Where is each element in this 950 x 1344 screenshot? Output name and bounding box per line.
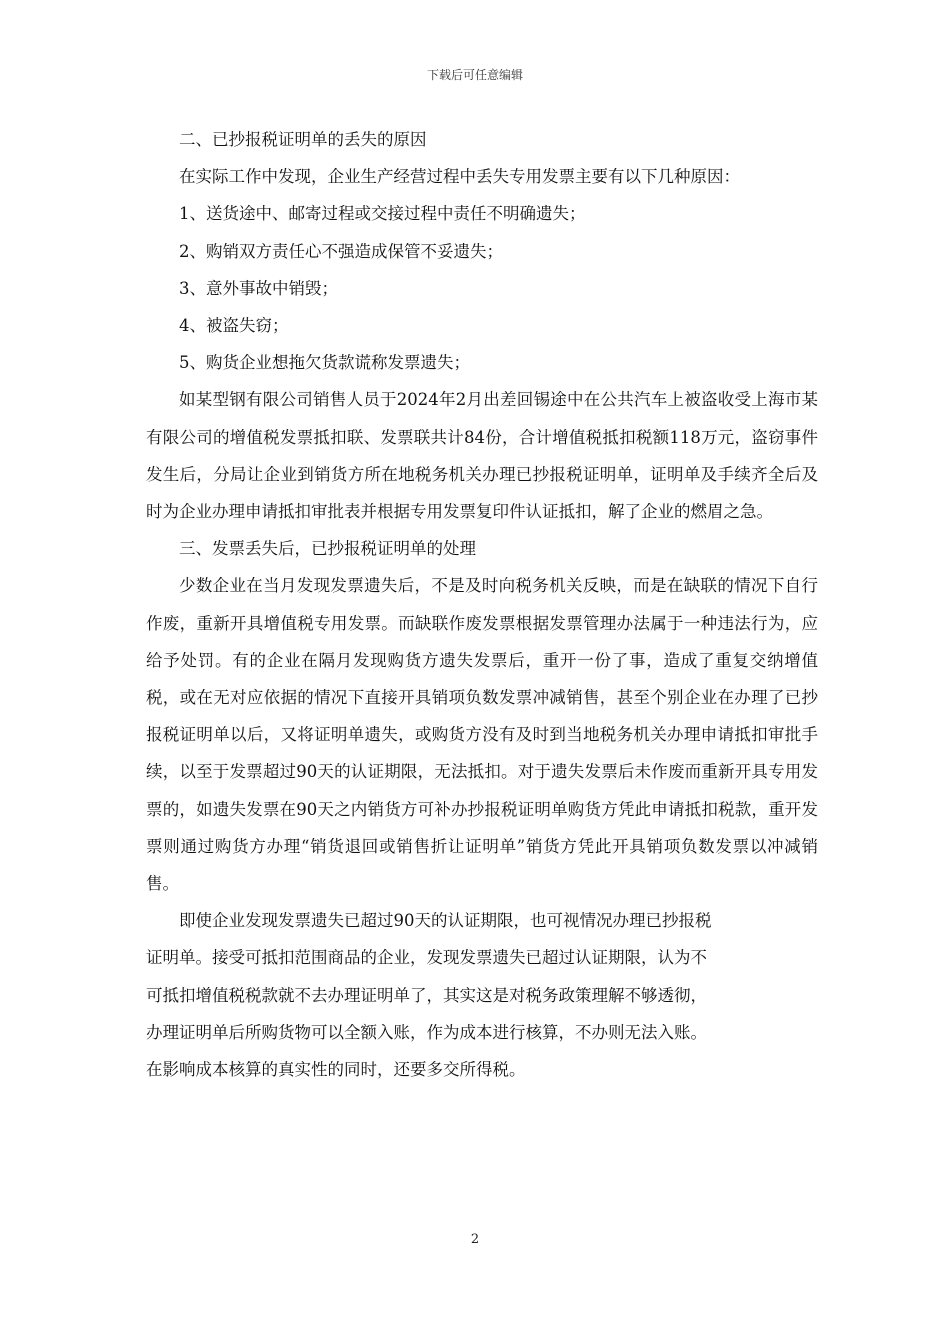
text-line: 可抵扣增值税税款就不去办理证明单了，其实这是对税务政策理解不够透彻， bbox=[146, 985, 707, 1005]
text-line: 在影响成本核算的真实性的同时，还要多交所得税。 bbox=[146, 1060, 526, 1080]
list-item-2: 2、购销双方责任心不强造成保管不妥遗失； bbox=[179, 241, 503, 261]
list-item-1: 1、送货途中、邮寄过程或交接过程中责任不明确遗失； bbox=[179, 204, 586, 224]
text-line: 办理证明单后所购货物可以全额入账，作为成本进行核算，不办则无法入账。 bbox=[146, 1022, 707, 1042]
page-header: 下载后可任意编辑 bbox=[426, 68, 523, 82]
page-number: 2 bbox=[470, 1232, 480, 1247]
paragraph-handling: 少数企业在当月发现发票遗失后，不是及时向税务机关反映，而是在缺联的情况下自行作废，重新开具增值税专用发票。而缺联作废发票根据发票管理办法属于一种违法行为，应给予处罚。有的企业在隔月发现购货方遗失发票后，重开一份了事，造成了重复交纳增值税，或在无对应依据的情况下直接开具销项负数发票冲减销售，甚至个别企业在办理了已抄报税证明单以后，又将证明单遗失，或购货方没有及时到当地税务机关办理申请抵扣审批手续，以至于发票超过90天的认证期限，无法抵扣。对于遗失发票后未作废而重新开具专用发票的，如遗失发票在90天之内销货方可补办抄报税证明单购货方凭此申请抵扣税款，重开发票则通过购货方办理“销货退回或销售折让证明单”销货方凭此开具销项负数发票以冲减销售。 bbox=[146, 576, 818, 894]
section-heading-3: 三、发票丢失后，已抄报税证明单的处理 bbox=[179, 539, 476, 559]
paragraph-over-90-days bbox=[146, 902, 818, 1088]
paragraph-intro: 在实际工作中发现，企业生产经营过程中丢失专用发票主要有以下几种原因： bbox=[179, 167, 740, 187]
section-heading-2: 二、已抄报税证明单的丢失的原因 bbox=[179, 130, 427, 149]
list-item-3: 3、意外事故中销毁； bbox=[179, 278, 338, 298]
text-line: 证明单。接受可抵扣范围商品的企业，发现发票遗失已超过认证期限，认为不 bbox=[146, 948, 707, 968]
document-body bbox=[146, 121, 818, 1088]
list-item-4: 4、被盗失窃； bbox=[179, 316, 289, 336]
text-line: 即使企业发现发票遗失已超过90天的认证期限，也可视情况办理已抄报税 bbox=[179, 911, 712, 931]
paragraph-example: 如某型钢有限公司销售人员于2024年2月出差回锡途中在公共汽车上被盗收受上海市某有限公司的增值税发票抵扣联、发票联共计84份，合计增值税抵扣税额118万元，盗窃事件发生后，分局让企业到销货方所在地税务机关办理已抄报税证明单，证明单及手续齐全后及时为企业办理申请抵扣审批表并根据专用发票复印件认证抵扣，解了企业的燃眉之急。 bbox=[146, 390, 818, 522]
list-item-5: 5、购货企业想拖欠货款谎称发票遗失； bbox=[179, 353, 470, 373]
